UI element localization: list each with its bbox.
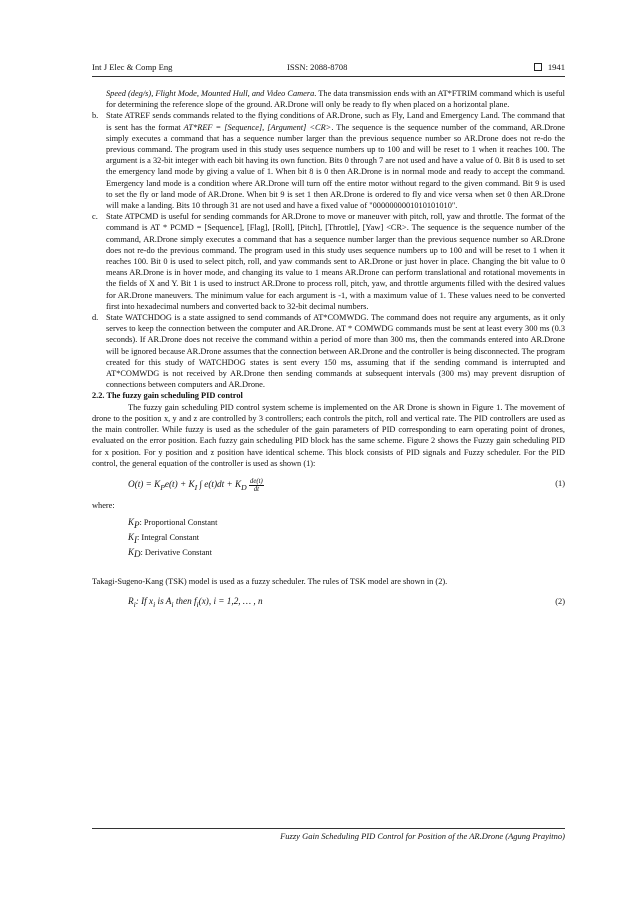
derivative-fraction: $\frac{de(t)}{dt}$: [249, 477, 263, 493]
section-heading: 2.2. The fuzzy gain scheduling PID control: [92, 391, 243, 401]
section-paragraph: The fuzzy gain scheduling PID control system scheme is implemented on the AR Drone is shown in Figure 1. The movement of drone to the position x, y and z are controlled by 3 controllers; each controls the pitch, roll and vertical rate. The PID controllers are used as the main controller. While fuzzy is used as the scheduler of the gain parameters of PID corresponding to earn operating point of drones, evaluated on the error position. Each fuzzy gain scheduling PID block has the same scheme. Figure 2 shows the Fuzzy gain scheduling PID for x position. For y position and z position have identical scheme. This block consists of PID signals and Fuzzy scheduler. For the PID control, the general equation of the controller is used as shown (1):: [92, 402, 565, 468]
where-label: where:: [92, 500, 115, 510]
equation-1-number: (1): [555, 478, 565, 488]
equation-2-number: (2): [555, 596, 565, 606]
equation-2-formula: $R_i$: If $x_i$ is $A_i$ then $f_i(x)$, i = 1,2, … , n: [128, 595, 263, 609]
square-bullet-icon: [534, 63, 542, 71]
constant-item: $K_D$: Derivative Constant: [128, 546, 212, 560]
running-header: [92, 62, 565, 77]
page-number-group: [534, 62, 565, 72]
journal-name: Int J Elec & Comp Eng: [92, 62, 173, 72]
constants-list: [92, 517, 565, 562]
intro-text: . The data transmission ends with an AT*FTRIM command which is useful for determining the reference slope of the ground. AR.Drone will only be ready to fly when placed on a horizontal plane.: [106, 89, 565, 110]
constant-item: $K_P$: Proportional Constant: [128, 517, 218, 530]
page-body: [92, 88, 565, 618]
equation-1-formula: $O(t) = K_Pe(t) + K_I$ ∫ $e(t)dt + K_D$ $\frac{de(t)}{dt}$: [128, 477, 263, 493]
tsk-paragraph: Takagi-Sugeno-Kang (TSK) model is used as a fuzzy scheduler. The rules of TSK model are shown in (2).: [92, 576, 448, 586]
list-item: b. State ATREF sends commands related to the flying conditions of AR.Drone, such as Fly, Land and Emergency Land. The command that is sent has the format AT*REF = [Sequence], [Argument] <CR>. The sequence is the sequence number of the command, AR.Drone simply executes a command that has a sequence number larger than the previous sequence number so AR.Drone does not re-do the previous command. The program used in this study uses sequence numbers up to 100 and will be reset to 1 when it reaches 100. The argument is a 32-bit integer with each bit having its own function. Bits 0 through 7 are not used and have a value of 0. Bit 8 is used to set the emergency land mode by giving a value of 1. When bit 8 is 0 then AR.Drone is in normal mode and ready to accept the command. Emergency land mode is a condition where AR.Drone will turn off the entire motor without regard to the given command. Bit 9 is used to set the fly or land mode of AR.Drone. When bit 9 is set 1 then AR.Drone is ordered to fly and vice versa when set 0 then AR.Drone will make a landing. Bits 10 through 31 are not used and have a fixed value of "0000000001010101010".: [92, 111, 565, 211]
page-number: 1941: [547, 62, 565, 72]
list-item: d. State WATCHDOG is a state assigned to send commands of AT*COMWDG. The command does not require any arguments, as it only serves to keep the connection between the computer and AR.Drone. AT * COMWDG commands must be sent at least every 300 ms (0.3 seconds). If AR.Drone does not receive the command within a period of more than 300 ms, then the commands entered into AR.Drone will be ignored because AR.Drone assumes that the connection between AR.Drone and the controller is being disconnected. The program created for this study of WATCHDOG states is sent every 150 ms, assuming that if the sending command is interrupted and AT*COMWDG is not received by AR.Drone then sending commands at subsequent intervals (300 ms) may prevent disruption of connections between computers and AR.Drone.: [92, 313, 565, 390]
list-item: c. State ATPCMD is useful for sending commands for AR.Drone to move or maneuver with pitch, roll, yaw and throttle. The format of the command is AT * PCMD = [Sequence], [Flag], [Roll], [Pitch], [Throttle], [Yaw] <CR>. The sequence is the sequence number of the command, AR.Drone simply executes a command that has a sequence number larger than the previous sequence number so AR.Drone does not re-do the previous command. The program used in this study uses sequence numbers up to 100 and will be reset to 1 when it reaches 100. Bit 0 is used to select pitch, roll, and yaw commands sent to AR.Drone or just hover in place. Changing the bit value to 0 means AR.Drone is in hover mode, and changing its value to 1 means AR.Drone can perform translational and rotational movements in the fields of X and Y. Bit 1 is used to instruct AR.Drone to process roll, pitch, yaw, and throttle arguments filled with the desired values for AR.Drone maneuvers. The minimum value for each argument is -1, with a maximum value of 1. These values need to be converted first into hexadecimal numbers and converted back to 32-bit decimal numbers.: [92, 212, 565, 311]
issn: ISSN: 2088-8708: [287, 62, 348, 72]
equation-1: [92, 476, 565, 493]
intro-italic: Speed (deg/s), Flight Mode, Mounted Hull, and Video Camera: [106, 89, 315, 98]
equation-2: [92, 594, 565, 611]
intro-paragraph: [92, 88, 565, 110]
constant-item: $K_I$: Integral Constant: [128, 531, 200, 545]
running-footer: Fuzzy Gain Scheduling PID Control for Position of the AR.Drone (Agung Prayitno): [92, 828, 565, 841]
